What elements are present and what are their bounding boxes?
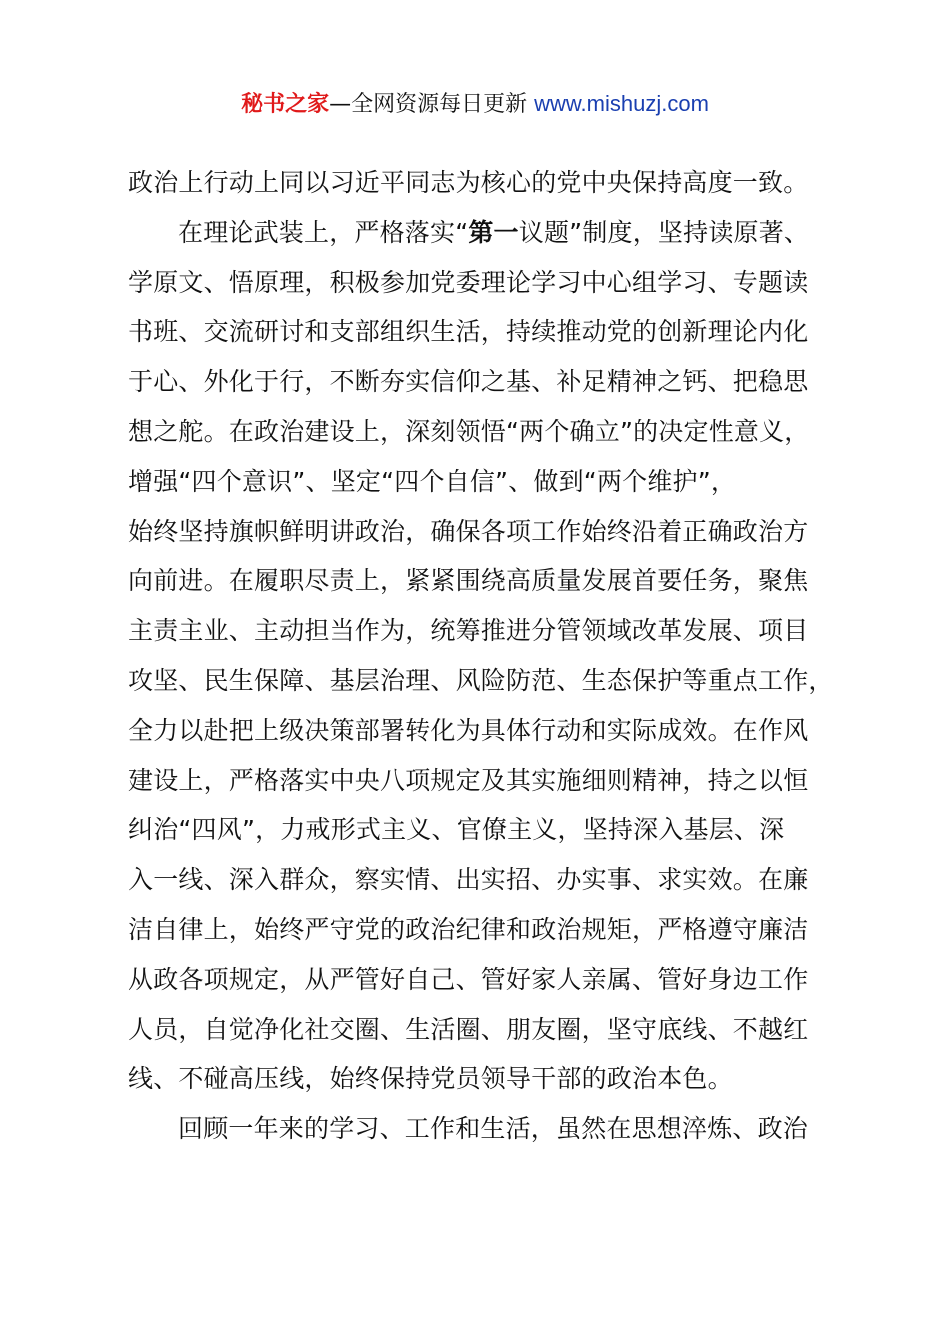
text-line: 始终坚持旗帜鲜明讲政治，确保各项工作始终沿着正确政治方 [128, 516, 809, 546]
text-line: 线、不碰高压线，始终保持党员领导干部的政治本色。 [128, 1064, 733, 1094]
text-line: 从政各项规定，从严管好自己、管好家人亲属、管好身边工作 [128, 964, 809, 994]
text-line: 于心、外化于行，不断夯实信仰之基、补足精神之钙、把稳思 [128, 367, 809, 397]
text-line: 入一线、深入群众，察实情、出实招、办实事、求实效。在廉 [128, 865, 809, 895]
text-line: 政治上行动上同以习近平同志为核心的党中央保持高度一致。 [128, 168, 809, 197]
text-line: 洁自律上，始终严守党的政治纪律和政治规矩，严格遵守廉洁 [128, 914, 809, 944]
text-line: 向前进。在履职尽责上，紧紧围绕高质量发展首要任务，聚焦 [128, 566, 809, 596]
text-line: 全力以赴把上级决策部署转化为具体行动和实际成效。在作风 [128, 715, 809, 745]
text-line: 建设上，严格落实中央八项规定及其实施细则精神，持之以恒 [128, 765, 809, 795]
text-line: 增强“四个意识”、坚定“四个自信”、做到“两个维护”， [128, 466, 737, 496]
text-run: 在理论武装上，严格落实“ [178, 217, 469, 247]
text-run: 议题”制度，坚持读原著、 [518, 217, 810, 247]
text-line: 想之舵。在政治建设上，深刻领悟“两个确立”的决定性意义， [128, 416, 810, 446]
text-line: 回顾一年来的学习、工作和生活，虽然在思想淬炼、政治 [178, 1114, 809, 1144]
header-tagline: —全网资源每日更新 [329, 92, 535, 117]
text-line: 主责主业、主动担当作为，统筹推进分管领域改革发展、项目 [128, 616, 809, 646]
text-line: 人员，自觉净化社交圈、生活圈、朋友圈，坚守底线、不越红 [128, 1014, 809, 1044]
brand-name: 秘书之家 [241, 92, 330, 117]
paragraph-line [128, 208, 848, 258]
text-line: 书班、交流研讨和支部组织生活，持续推动党的创新理论内化 [128, 317, 809, 347]
page-header [0, 88, 950, 121]
text-line: 学原文、悟原理，积极参加党委理论学习中心组学习、专题读 [128, 267, 809, 297]
document-body [128, 158, 848, 1154]
text-line: 纠治“四风”，力戒形式主义、官僚主义，坚持深入基层、深 [128, 815, 785, 845]
bold-text-run: 第一 [468, 217, 519, 247]
text-line: 攻坚、民生保障、基层治理、风险防范、生态保护等重点工作， [128, 665, 834, 695]
site-url-link[interactable]: www.mishuzj.com [534, 91, 709, 116]
